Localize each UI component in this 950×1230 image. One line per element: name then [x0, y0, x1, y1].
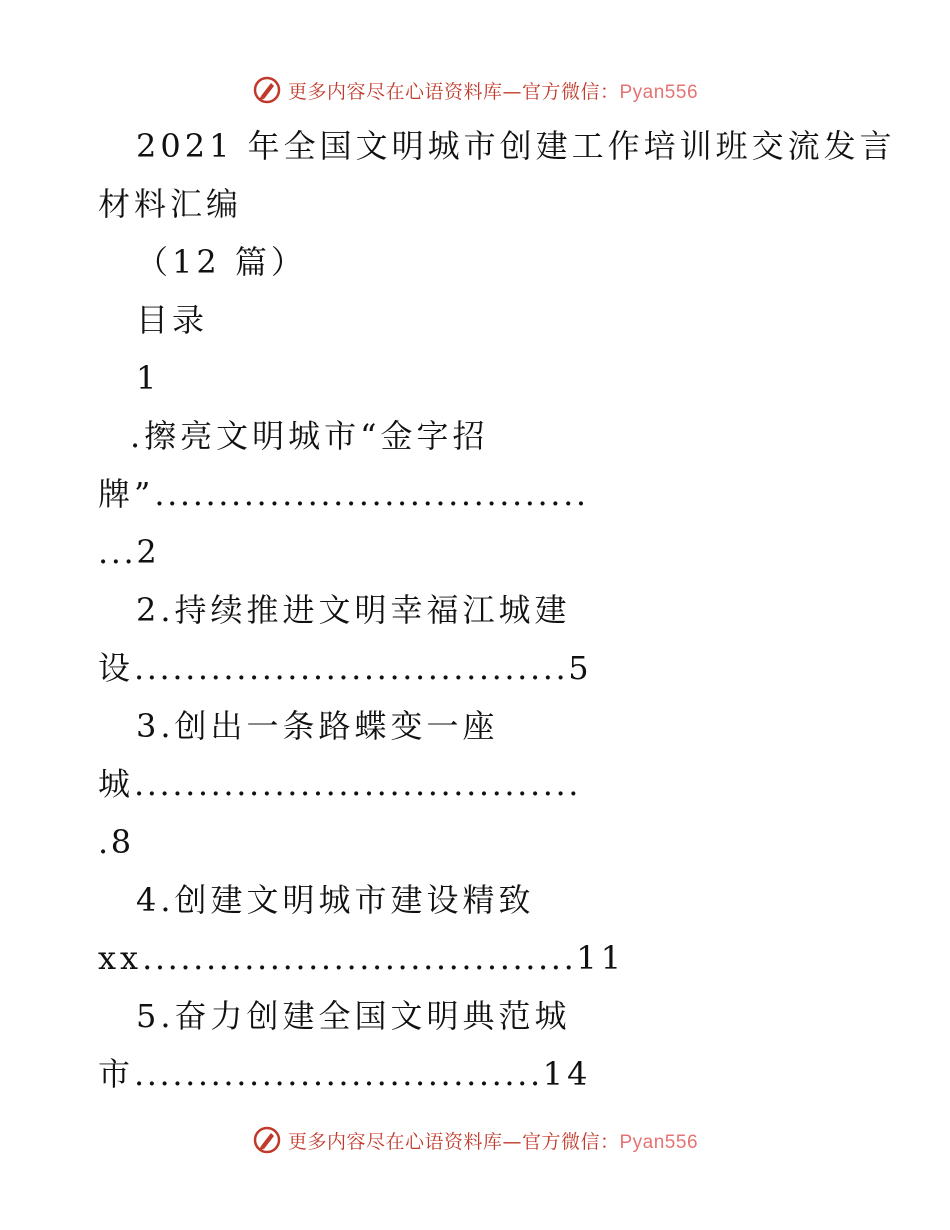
toc-entry-page: 5 [568, 649, 593, 687]
toc-entry-title[interactable]: .擦亮文明城市“金字招 [130, 417, 489, 455]
toc-entry-leader[interactable]: 市................................14 [98, 1055, 592, 1093]
watermark-text: 更多内容尽在心语资料库—官方微信：Pyan556 [287, 1130, 699, 1153]
toc-heading: 目录 [136, 301, 209, 339]
document-count: （12 篇） [136, 243, 307, 281]
toc-entry-title[interactable]: 4.创建文明城市建设精致 [136, 881, 535, 919]
toc-entry-title[interactable]: 3.创出一条路蝶变一座 [136, 707, 499, 745]
pen-logo-icon [252, 1125, 282, 1155]
toc-entry-leader[interactable]: 牌”.................................. [98, 475, 589, 513]
watermark-handle: Pyan556 [619, 81, 699, 103]
document-title-line1: 2021 年全国文明城市创建工作培训班交流发言 [136, 127, 896, 165]
toc-index-1: 1 [136, 359, 161, 397]
watermark-banner-bottom [0, 1120, 950, 1160]
toc-entry-page: 11 [576, 939, 626, 977]
toc-entry-page[interactable]: .8 [98, 823, 136, 861]
toc-entry-leader[interactable]: 城................................... [98, 765, 582, 803]
toc-entry-title[interactable]: 5.奋力创建全国文明典范城 [136, 997, 571, 1035]
toc-entry-title[interactable]: 2.持续推进文明幸福江城建 [136, 591, 571, 629]
document-title-line2: 材料汇编 [98, 185, 243, 223]
toc-entry-leader[interactable]: xx..................................11 [98, 939, 626, 977]
watermark-banner-top [0, 70, 950, 110]
watermark-handle: Pyan556 [619, 1131, 699, 1153]
toc-entry-leader[interactable]: 设..................................5 [98, 649, 593, 687]
toc-entry-page: 14 [542, 1055, 592, 1093]
pen-logo-icon [252, 75, 282, 105]
toc-entry-page[interactable]: ...2 [98, 533, 161, 571]
watermark-text: 更多内容尽在心语资料库—官方微信：Pyan556 [287, 80, 699, 103]
